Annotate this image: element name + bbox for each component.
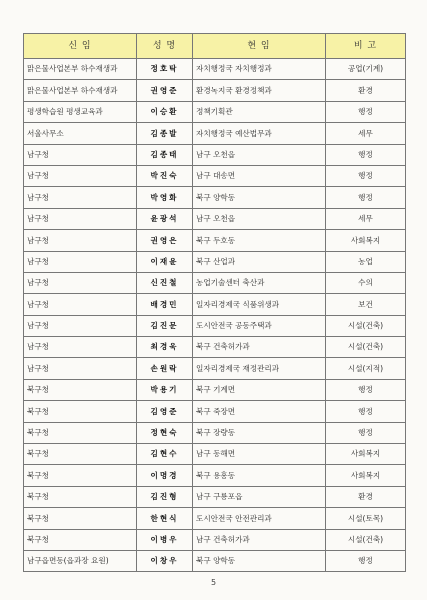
table-row — [24, 123, 406, 144]
cell-current-post: 일자리경제국 식품위생과 — [193, 294, 326, 315]
cell-note: 환경 — [326, 80, 406, 101]
cell-note: 시설(지적) — [326, 358, 406, 379]
cell-current-post: 북구 기계면 — [193, 379, 326, 400]
cell-new-post: 북구청 — [24, 422, 137, 443]
cell-new-post: 남구청 — [24, 294, 137, 315]
cell-note: 행정 — [326, 187, 406, 208]
cell-note: 시설(토목) — [326, 508, 406, 529]
cell-note: 농업 — [326, 251, 406, 272]
cell-current-post: 북구 산업과 — [193, 251, 326, 272]
cell-new-post: 북구청 — [24, 529, 137, 550]
table-row — [24, 208, 406, 229]
cell-new-post: 남구청 — [24, 187, 137, 208]
cell-current-post: 북구 건축허가과 — [193, 337, 326, 358]
cell-note: 행정 — [326, 422, 406, 443]
cell-note: 행정 — [326, 101, 406, 122]
cell-name: 박진숙 — [137, 165, 193, 186]
cell-current-post: 일자리경제국 재정관리과 — [193, 358, 326, 379]
table-header-row — [24, 34, 406, 59]
table-row — [24, 59, 406, 80]
cell-name: 박용기 — [137, 379, 193, 400]
table-row — [24, 465, 406, 486]
cell-name: 배경민 — [137, 294, 193, 315]
cell-new-post: 북구청 — [24, 508, 137, 529]
cell-note: 행정 — [326, 550, 406, 571]
table-row — [24, 315, 406, 336]
cell-new-post: 남구청 — [24, 337, 137, 358]
page-number: 5 — [210, 578, 217, 587]
table-row — [24, 379, 406, 400]
cell-name: 최경욱 — [137, 337, 193, 358]
cell-name: 권영은 — [137, 230, 193, 251]
table-row — [24, 144, 406, 165]
header-name: 성 명 — [137, 34, 193, 59]
cell-current-post: 북구 두호동 — [193, 230, 326, 251]
cell-name: 김종발 — [137, 123, 193, 144]
cell-name: 정현숙 — [137, 422, 193, 443]
cell-name: 이창우 — [137, 550, 193, 571]
cell-current-post: 남구 구룡포읍 — [193, 486, 326, 507]
cell-new-post: 남구청 — [24, 251, 137, 272]
table-row — [24, 294, 406, 315]
cell-name: 손원락 — [137, 358, 193, 379]
table-row — [24, 486, 406, 507]
cell-name: 김종태 — [137, 144, 193, 165]
cell-new-post: 남구청 — [24, 358, 137, 379]
cell-note: 세무 — [326, 208, 406, 229]
personnel-table — [23, 33, 406, 572]
cell-note: 세무 — [326, 123, 406, 144]
cell-new-post: 남구청 — [24, 144, 137, 165]
cell-current-post: 남구 오천읍 — [193, 208, 326, 229]
header-note: 비 고 — [326, 34, 406, 59]
cell-new-post: 남구청 — [24, 208, 137, 229]
cell-current-post: 남구 대송면 — [193, 165, 326, 186]
cell-note: 사회복지 — [326, 230, 406, 251]
table-row — [24, 550, 406, 571]
cell-current-post: 환경녹지국 환경정책과 — [193, 80, 326, 101]
cell-name: 이재윤 — [137, 251, 193, 272]
cell-current-post: 정책기획관 — [193, 101, 326, 122]
cell-new-post: 북구청 — [24, 486, 137, 507]
table-row — [24, 358, 406, 379]
cell-note: 행정 — [326, 379, 406, 400]
header-current-post: 현 임 — [193, 34, 326, 59]
cell-current-post: 북구 양학동 — [193, 187, 326, 208]
cell-new-post: 북구청 — [24, 379, 137, 400]
cell-name: 김진형 — [137, 486, 193, 507]
table-row — [24, 444, 406, 465]
cell-new-post: 맑은물사업본부 하수재생과 — [24, 59, 137, 80]
cell-note: 시설(건축) — [326, 529, 406, 550]
cell-new-post: 서울사무소 — [24, 123, 137, 144]
cell-name: 김영준 — [137, 401, 193, 422]
cell-new-post: 평생학습원 평생교육과 — [24, 101, 137, 122]
cell-note: 공업(기계) — [326, 59, 406, 80]
cell-current-post: 자치행정국 자치행정과 — [193, 59, 326, 80]
cell-name: 정호탁 — [137, 59, 193, 80]
cell-note: 시설(건축) — [326, 315, 406, 336]
table-row — [24, 80, 406, 101]
cell-new-post: 북구청 — [24, 465, 137, 486]
cell-current-post: 북구 장량동 — [193, 422, 326, 443]
cell-current-post: 북구 죽장면 — [193, 401, 326, 422]
cell-name: 이승환 — [137, 101, 193, 122]
cell-name: 박영화 — [137, 187, 193, 208]
cell-name: 신진철 — [137, 272, 193, 293]
cell-note: 사회복지 — [326, 465, 406, 486]
cell-new-post: 북구청 — [24, 401, 137, 422]
cell-new-post: 남구청 — [24, 315, 137, 336]
cell-name: 김진문 — [137, 315, 193, 336]
cell-note: 행정 — [326, 144, 406, 165]
cell-name: 이병우 — [137, 529, 193, 550]
cell-new-post: 남구청 — [24, 230, 137, 251]
cell-note: 사회복지 — [326, 444, 406, 465]
cell-new-post: 북구청 — [24, 444, 137, 465]
cell-current-post: 북구 양학동 — [193, 550, 326, 571]
cell-name: 윤광석 — [137, 208, 193, 229]
table-row — [24, 337, 406, 358]
table-row — [24, 272, 406, 293]
header-new-post: 신 임 — [24, 34, 137, 59]
cell-note: 행정 — [326, 401, 406, 422]
cell-note: 보건 — [326, 294, 406, 315]
table-row — [24, 187, 406, 208]
cell-name: 이명경 — [137, 465, 193, 486]
table-row — [24, 401, 406, 422]
cell-new-post: 남구청 — [24, 272, 137, 293]
cell-new-post: 남구청 — [24, 165, 137, 186]
cell-new-post: 남구읍면동(읍과장 요원) — [24, 550, 137, 571]
cell-note: 수의 — [326, 272, 406, 293]
table-row — [24, 529, 406, 550]
table-row — [24, 422, 406, 443]
table-row — [24, 251, 406, 272]
cell-name: 김현수 — [137, 444, 193, 465]
cell-current-post: 자치행정국 예산법무과 — [193, 123, 326, 144]
table-row — [24, 508, 406, 529]
cell-note: 환경 — [326, 486, 406, 507]
cell-current-post: 남구 건축허가과 — [193, 529, 326, 550]
cell-new-post: 맑은물사업본부 하수재생과 — [24, 80, 137, 101]
cell-current-post: 도시안전국 공동주택과 — [193, 315, 326, 336]
table-row — [24, 101, 406, 122]
cell-current-post: 농업기술센터 축산과 — [193, 272, 326, 293]
cell-name: 권영준 — [137, 80, 193, 101]
table-row — [24, 165, 406, 186]
cell-current-post: 남구 동해면 — [193, 444, 326, 465]
cell-current-post: 도시안전국 안전관리과 — [193, 508, 326, 529]
cell-current-post: 남구 오천읍 — [193, 144, 326, 165]
cell-note: 시설(건축) — [326, 337, 406, 358]
cell-current-post: 북구 용흥동 — [193, 465, 326, 486]
table-row — [24, 230, 406, 251]
cell-note: 행정 — [326, 165, 406, 186]
cell-name: 한현식 — [137, 508, 193, 529]
